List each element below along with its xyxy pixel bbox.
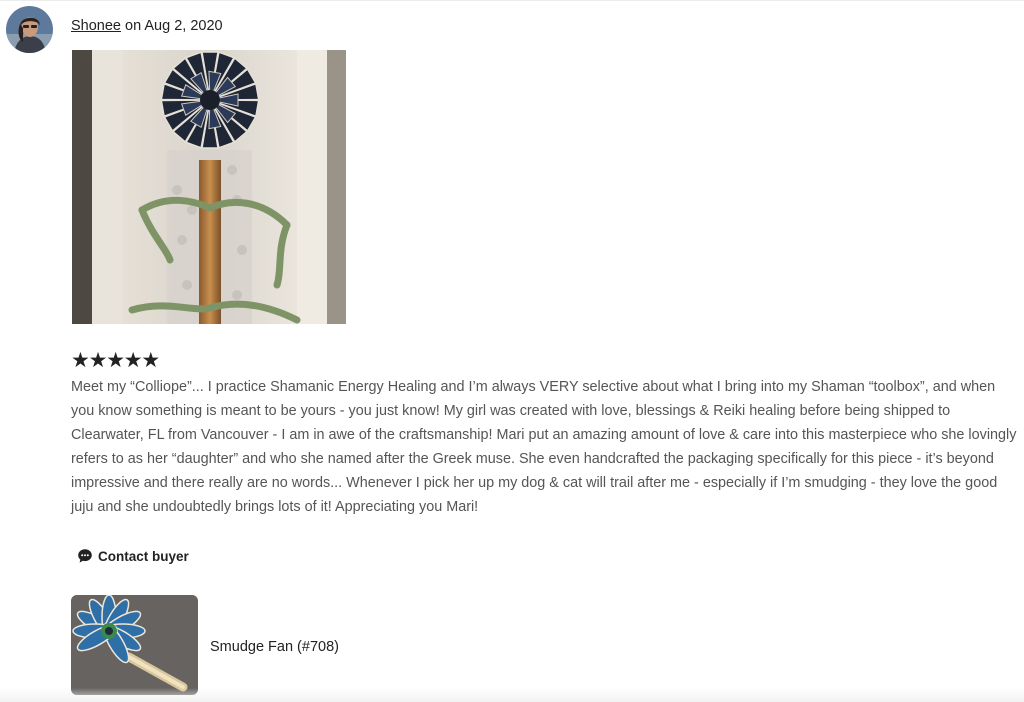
contact-buyer-button[interactable] [77,548,189,564]
product-thumbnail-image [71,595,198,695]
reviewer-name-link[interactable]: Shonee [71,18,121,34]
star-icon: ★ [106,349,126,372]
chat-bubble-icon [77,548,93,564]
star-icon: ★ [141,349,161,372]
star-icon: ★ [71,349,90,372]
review-byline [71,18,223,34]
star-rating [71,349,159,373]
review-date: on Aug 2, 2020 [125,18,223,34]
product-title-link[interactable]: Smudge Fan (#708) [210,639,339,655]
product-thumbnail[interactable] [71,595,198,695]
contact-buyer-label: Contact buyer [98,548,189,564]
star-icon: ★ [123,349,143,372]
review-photo-image [72,50,346,324]
star-icon: ★ [88,349,108,372]
bottom-fade [0,688,1024,702]
avatar[interactable] [6,6,53,53]
top-divider [0,0,1024,1]
avatar-image [6,6,53,53]
review-text: Meet my “Colliope”... I practice Shamanic Energy Healing and I’m always VERY selective about what I bring into my Shaman “toolbox”, and when you know something is meant to be yours - you just know! My girl was created with love, blessings & Reiki healing before being shipped to Clearwater, FL from Vancouver - I am in awe of the craftsmanship! Mari put an amazing amount of love & care into this masterpiece who she lovingly refers to as her “daughter” and who she named after the Greek muse. She even handcrafted the packaging specifically for this piece - it’s beyond impressive and there really are no words... Whenever I pick her up my dog & cat will trail after me - especially if I’m smudging - they love the good juju and she undoubtedly brings lots of it! Appreciating you Mari! [71,379,1017,515]
review-photo[interactable] [72,50,346,324]
